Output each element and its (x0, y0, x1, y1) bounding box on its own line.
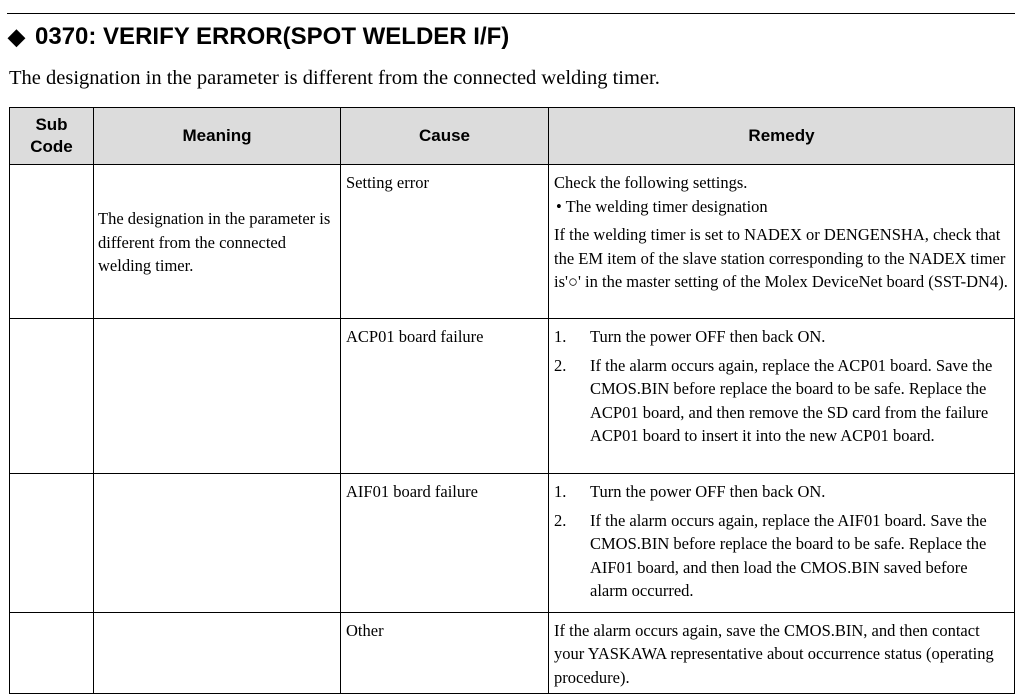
sub-code-cell (10, 319, 94, 474)
step-number: 1. (554, 327, 567, 346)
remedy-intro: Check the following settings. (554, 173, 748, 192)
cause-cell: Setting error (341, 165, 549, 319)
step-text: Turn the power OFF then back ON. (590, 482, 826, 501)
table-row (10, 612, 1015, 694)
cause-cell: ACP01 board failure (341, 319, 549, 474)
remedy-bullet-item: • The welding timer designation (556, 196, 768, 216)
header-sub-code: Sub Code (10, 108, 94, 165)
top-rule (7, 13, 1015, 14)
meaning-cell-empty (94, 612, 341, 694)
remedy-cell (549, 319, 1015, 474)
remedy-note: If the welding timer is set to NADEX or DENGENSHA, check that the EM item of the slave station corresponding to the NADEX timer is'○' in the master setting of the Molex DeviceNet board (SST-DN4). (554, 225, 1008, 291)
table-row (10, 165, 1015, 319)
remedy-steps (554, 480, 1008, 603)
remedy-cell (549, 165, 1015, 319)
remedy-step (554, 354, 1008, 448)
section-heading (8, 20, 509, 54)
meaning-cell-empty (94, 474, 341, 613)
step-number: 1. (554, 482, 567, 501)
remedy-cell: If the alarm occurs again, save the CMOS.BIN, and then contact your YASKAWA representative about occurrence status (operating procedure). (549, 612, 1015, 694)
remedy-step (554, 480, 1008, 504)
step-text: If the alarm occurs again, replace the AIF01 board. Save the CMOS.BIN before replace the board to be safe. Replace the AIF01 board, and then load the CMOS.BIN saved before alarm occurred. (590, 510, 987, 600)
intro-text: The designation in the parameter is different from the connected welding timer. (9, 67, 660, 89)
table-row (10, 319, 1015, 474)
step-number: 2. (554, 510, 567, 530)
table-row (10, 474, 1015, 613)
remedy-steps (554, 325, 1008, 448)
step-text: If the alarm occurs again, replace the ACP01 board. Save the CMOS.BIN before replace the board to be safe. Replace the ACP01 board, and then remove the SD card from the failure ACP01 board to insert it into the new ACP01 board. (590, 355, 993, 445)
cause-cell: AIF01 board failure (341, 474, 549, 613)
remedy-step (554, 325, 1008, 349)
header-cause: Cause (341, 108, 549, 165)
remedy-cell (549, 474, 1015, 613)
remedy-step (554, 509, 1008, 603)
header-remedy: Remedy (549, 108, 1015, 165)
cause-cell: Other (341, 612, 549, 694)
sub-code-cell (10, 165, 94, 319)
table-header-row (10, 108, 1015, 165)
alarm-table (9, 107, 1015, 694)
section-title: 0370: VERIFY ERROR(SPOT WELDER I/F) (35, 23, 510, 50)
step-text: Turn the power OFF then back ON. (590, 327, 826, 346)
meaning-cell: The designation in the parameter is different from the connected welding timer. (94, 165, 341, 319)
step-number: 2. (554, 355, 567, 375)
sub-code-cell (10, 612, 94, 694)
diamond-bullet-icon: ◆ (8, 24, 25, 49)
header-meaning: Meaning (94, 108, 341, 165)
meaning-cell-empty (94, 319, 341, 474)
sub-code-cell (10, 474, 94, 613)
